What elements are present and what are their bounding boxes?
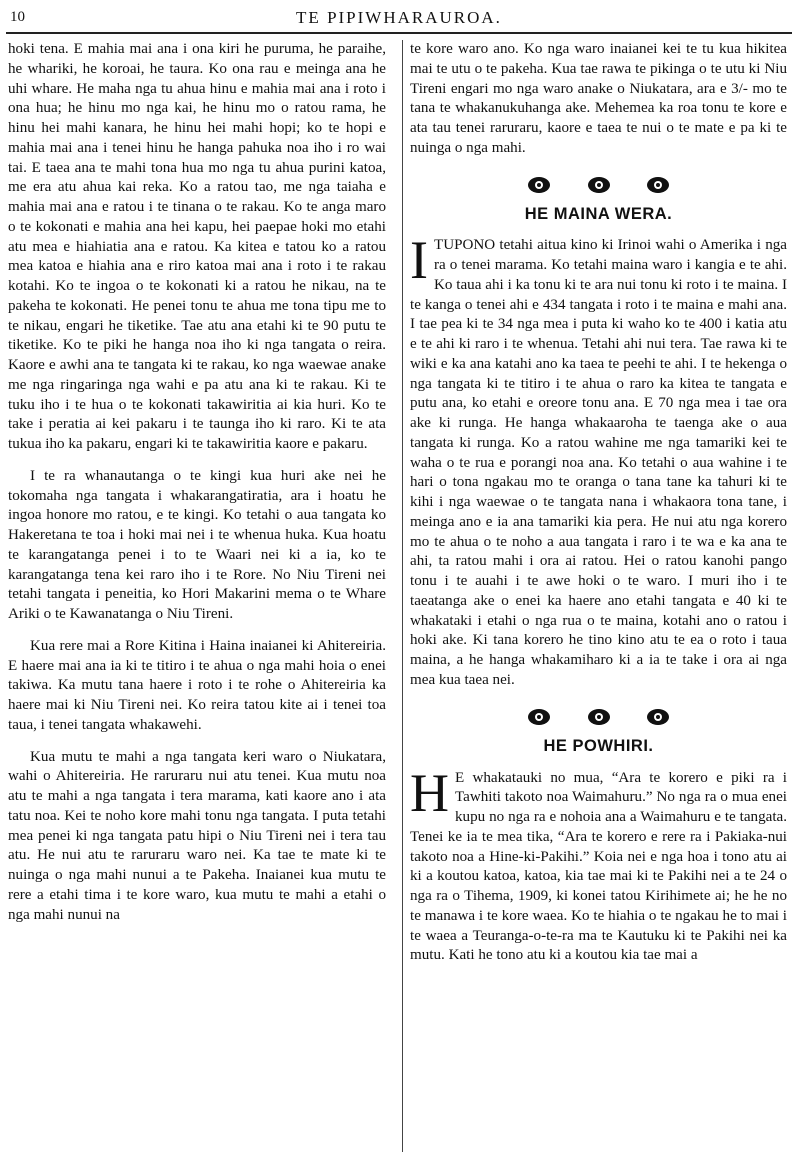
fern-ornament-icon (585, 707, 613, 727)
paragraph-continued: te kore waro ano. Ko nga waro inaianei kei te tu kua hikitea mai te utu o te pakeha. Kua tae rawa te pikinga o te utu ki Niu Tireni engari mo nga waro anake o Niukatara, ara e 3/- mo te tana te whakanukuhanga ake. Mehemea ka roa tonu te kore e ata tau tenei raruraru, kaore e taea te nui o te mate e pa ki te nuinga o nga mahi. (410, 41, 787, 156)
running-title: TE PIPIWHARAUROA. (296, 8, 502, 27)
article-body: E whakatauki no mua, “Ara te korero e piki ra i Tawhiti takoto noa Waimahuru.” No nga ra o mua enei kupu no nga ra e nohoia ana a Waimahuru e te tangata. Tenei ke ia te mea tika, “Ara te korero e rere ra i Pakiaka-nui takoto noa a Hine-ki-Pakihi.” Koia nei e nga hoa i tono atu ai ki a koutou katoa, katoa, kia tae mai ki te Pakihi nei a te 24 o nga ra o Tihema, 1909, ki konei tatou Kirihimete ai; he he no te manawa i te kore waea. Ko te hiahia o te ngakau he to mai i te waea a Teuranga-o-te-ra ma te Kautuku ki te Pakihi nei ka mutu. Kati he tono atu ki a koutou kia tae mai a (410, 769, 787, 964)
paragraph-coal-strike: Kua mutu te mahi a nga tangata keri waro o Niukatara, wahi o Ahitereiria. He raruraru nui atu tenei. Kua mutu noa atu te mahi a nga tangata i tera marama, kati kaore ano i ata tatu noa. Kei te noho kore mahi tonu nga tangata. I puta tetahi mea penei ki nga tangata patu hipi o Niu Tireni nei i tera tau atu. He nui atu te raruraru waro nei. Ka tae te mate ki te nuinga o nga mahi nunui a te Pakeha. Inaianei kua mutu te rere a etahi tima i te kore waro, kua mutu te mahi a etahi o nga mahi nunui na (8, 748, 386, 923)
drop-cap: H (410, 762, 449, 823)
fern-ornament-icon (644, 707, 672, 727)
section-title-powhiri: HE POWHIRI. (543, 736, 654, 755)
fern-ornament-icon (585, 175, 613, 195)
paragraph-kitchener: Kua rere mai a Rore Kitina i Haina inaianei ki Ahitereiria. E haere mai ana ia ki te titiro i te ahua o nga mahi hoia o enei takiwa. Ka mutu tana haere i roto i te rohe o Ahitereiria ka haere mai ki Niu Tireni nei. Ko reira tatou kite ai i tenei toa taua, i tenei tangata whakawehi. (8, 637, 386, 733)
drop-cap: I (410, 230, 428, 291)
column-divider (402, 40, 403, 1152)
fern-ornament-icon (525, 175, 553, 195)
article-maina-wera (410, 230, 787, 690)
fern-ornament-icon (525, 707, 553, 727)
left-column (8, 40, 386, 925)
ornament-row (410, 175, 787, 195)
ornament-row (410, 707, 787, 727)
article-body: TUPONO tetahi aitua kino ki Irinoi wahi o Amerika i nga ra o tenei marama. Ko tetahi maina waro i kangia e te ahi. Ko taua ahi i ka tonu ki te ara nui tonu ki roto i te maina. I te kanga o tenei ahi e 434 tangata i roto i te maina e mahi ana. I tae pea ki te 34 nga mea i puta ki waho ko te 400 i katia atu e te ahi ki raro i te whenua. Tetahi ahi nui tera. Tae rawa ki te wiki e ka ana katahi ano ka taea te peehi te ahi. I te hekenga o nga tangata ki te titiro i te ahua o raro ka kitea te tangata e putu ana, ko etahi e oreore tonu ana. E 70 nga mea i tae ora ake ki runga. He hanga whakaaroha te taenga ake o aua tangata ki runga. Ko a ratou wahine me nga tamariki kei te waha o te rua e porangi noa ana. Ko tetahi o aua wahine i te hari o tona ngakau mo te oranga o tana tane ka tahuri ki te kihi i nga waewae o te tangata nana i whakaora tona tane, i meinga ano e ia ana tamariki kia pera. He nui atu nga korero mo te ahua o te noho a aua tangata i raro i te wa e ka ana te ahi, ta ratou mahi i ora ai ratou. Hei o ratou kanohi pango tonu i te auahi i te awe hoki o te waro. I muri iho i te taeatanga ake o enei ka haere ano etahi tangata e 40 ki te whakataki i etahi o nga rua o te maina, kotahi ano o ratou i hoki ake. Ki tana korero he tino kino atu te ea o roto i taua maina, a he hanga whakamiharo ki a ia te take i ora ai nga mea kua taea nei. (410, 237, 787, 688)
paragraph-coconut: hoki tena. E mahia mai ana i ona kiri he puruma, he paraihe, he whariki, he koroai, he taura. Ko ona rau e meinga ana he uhi whare. He maha nga tu ahua hinu e mahia mai ana i roto i ona hua; he hinu mo nga kai, he hinu mo o ratou rama, he hinu hei mahi kanara, he hinu hei mahi hopi; ko te hopi e mahia mai ana i tenei hinu he hanga pahuka noa iho i ro wai tai. E taea ana te mahi tona hua mo nga tu ahua purini katoa, me era atu ahua kai reka. Ko a ratou tao, me nga taiaha e mahia mai ana e ratou i te tinana o te rakau. Ko te anga maro o te kokonati e mahia ana hei kapu, hei paepae hoki mo etahi atu mea e hiahiatia ana e ratou. Ka kitea e tatou ko a ratou mea katoa e hiahia ana e riro katoa mai ana i roto i te rakau kotahi. Ko te ingoa o te kokonati ki a ratou he nikau, na te pakeha te kokonati. He penei tonu te ahua me tona tipu me to te nikau, engari he tiketike. Tae atu ana etahi ki te 90 putu te tiketike. Ko te piki he hanga noa iho ki nga tangata o reira. Kaore e awhi ana te tangata ki te rakau, ko nga waewae anake me nga ringaringa nga wahi e pa atu ana ki te rakau. Ki te tuku iho i te hua o te kokonati takawiritia ai kia huri. Ko te take i peratia ai kei pakaru i te taunga iho ki raro. Ki te ata tukua iho ka pakaru, engari ki te takawiritia kaore e pakaru. (8, 41, 386, 452)
page-number: 10 (10, 9, 25, 25)
right-column (410, 40, 787, 966)
fern-ornament-icon (644, 175, 672, 195)
header-rule (6, 32, 792, 34)
paragraph-honours: I te ra whanautanga o te kingi kua huri ake nei he tokomaha nga tangata i whakarangatiratia, ara i hoatu he ingoa honore mo ratou, e te kingi. Ko tetahi o aua tangata ko Hakeretana te toa i hoki mai nei i te whenua huka. Kua hoatu te karangatanga penei i to te Waari nei ki a ia, ko te karangatanga tena kei raro iho i te Rore. No Niu Tireni nei tetahi tangata i peneitia, ko Hori Makarini mema o te Whare Ariki o te Kawanatanga o Niu Tireni. (8, 467, 386, 622)
article-powhiri (410, 762, 787, 967)
section-title-maina-wera: HE MAINA WERA. (524, 204, 673, 223)
